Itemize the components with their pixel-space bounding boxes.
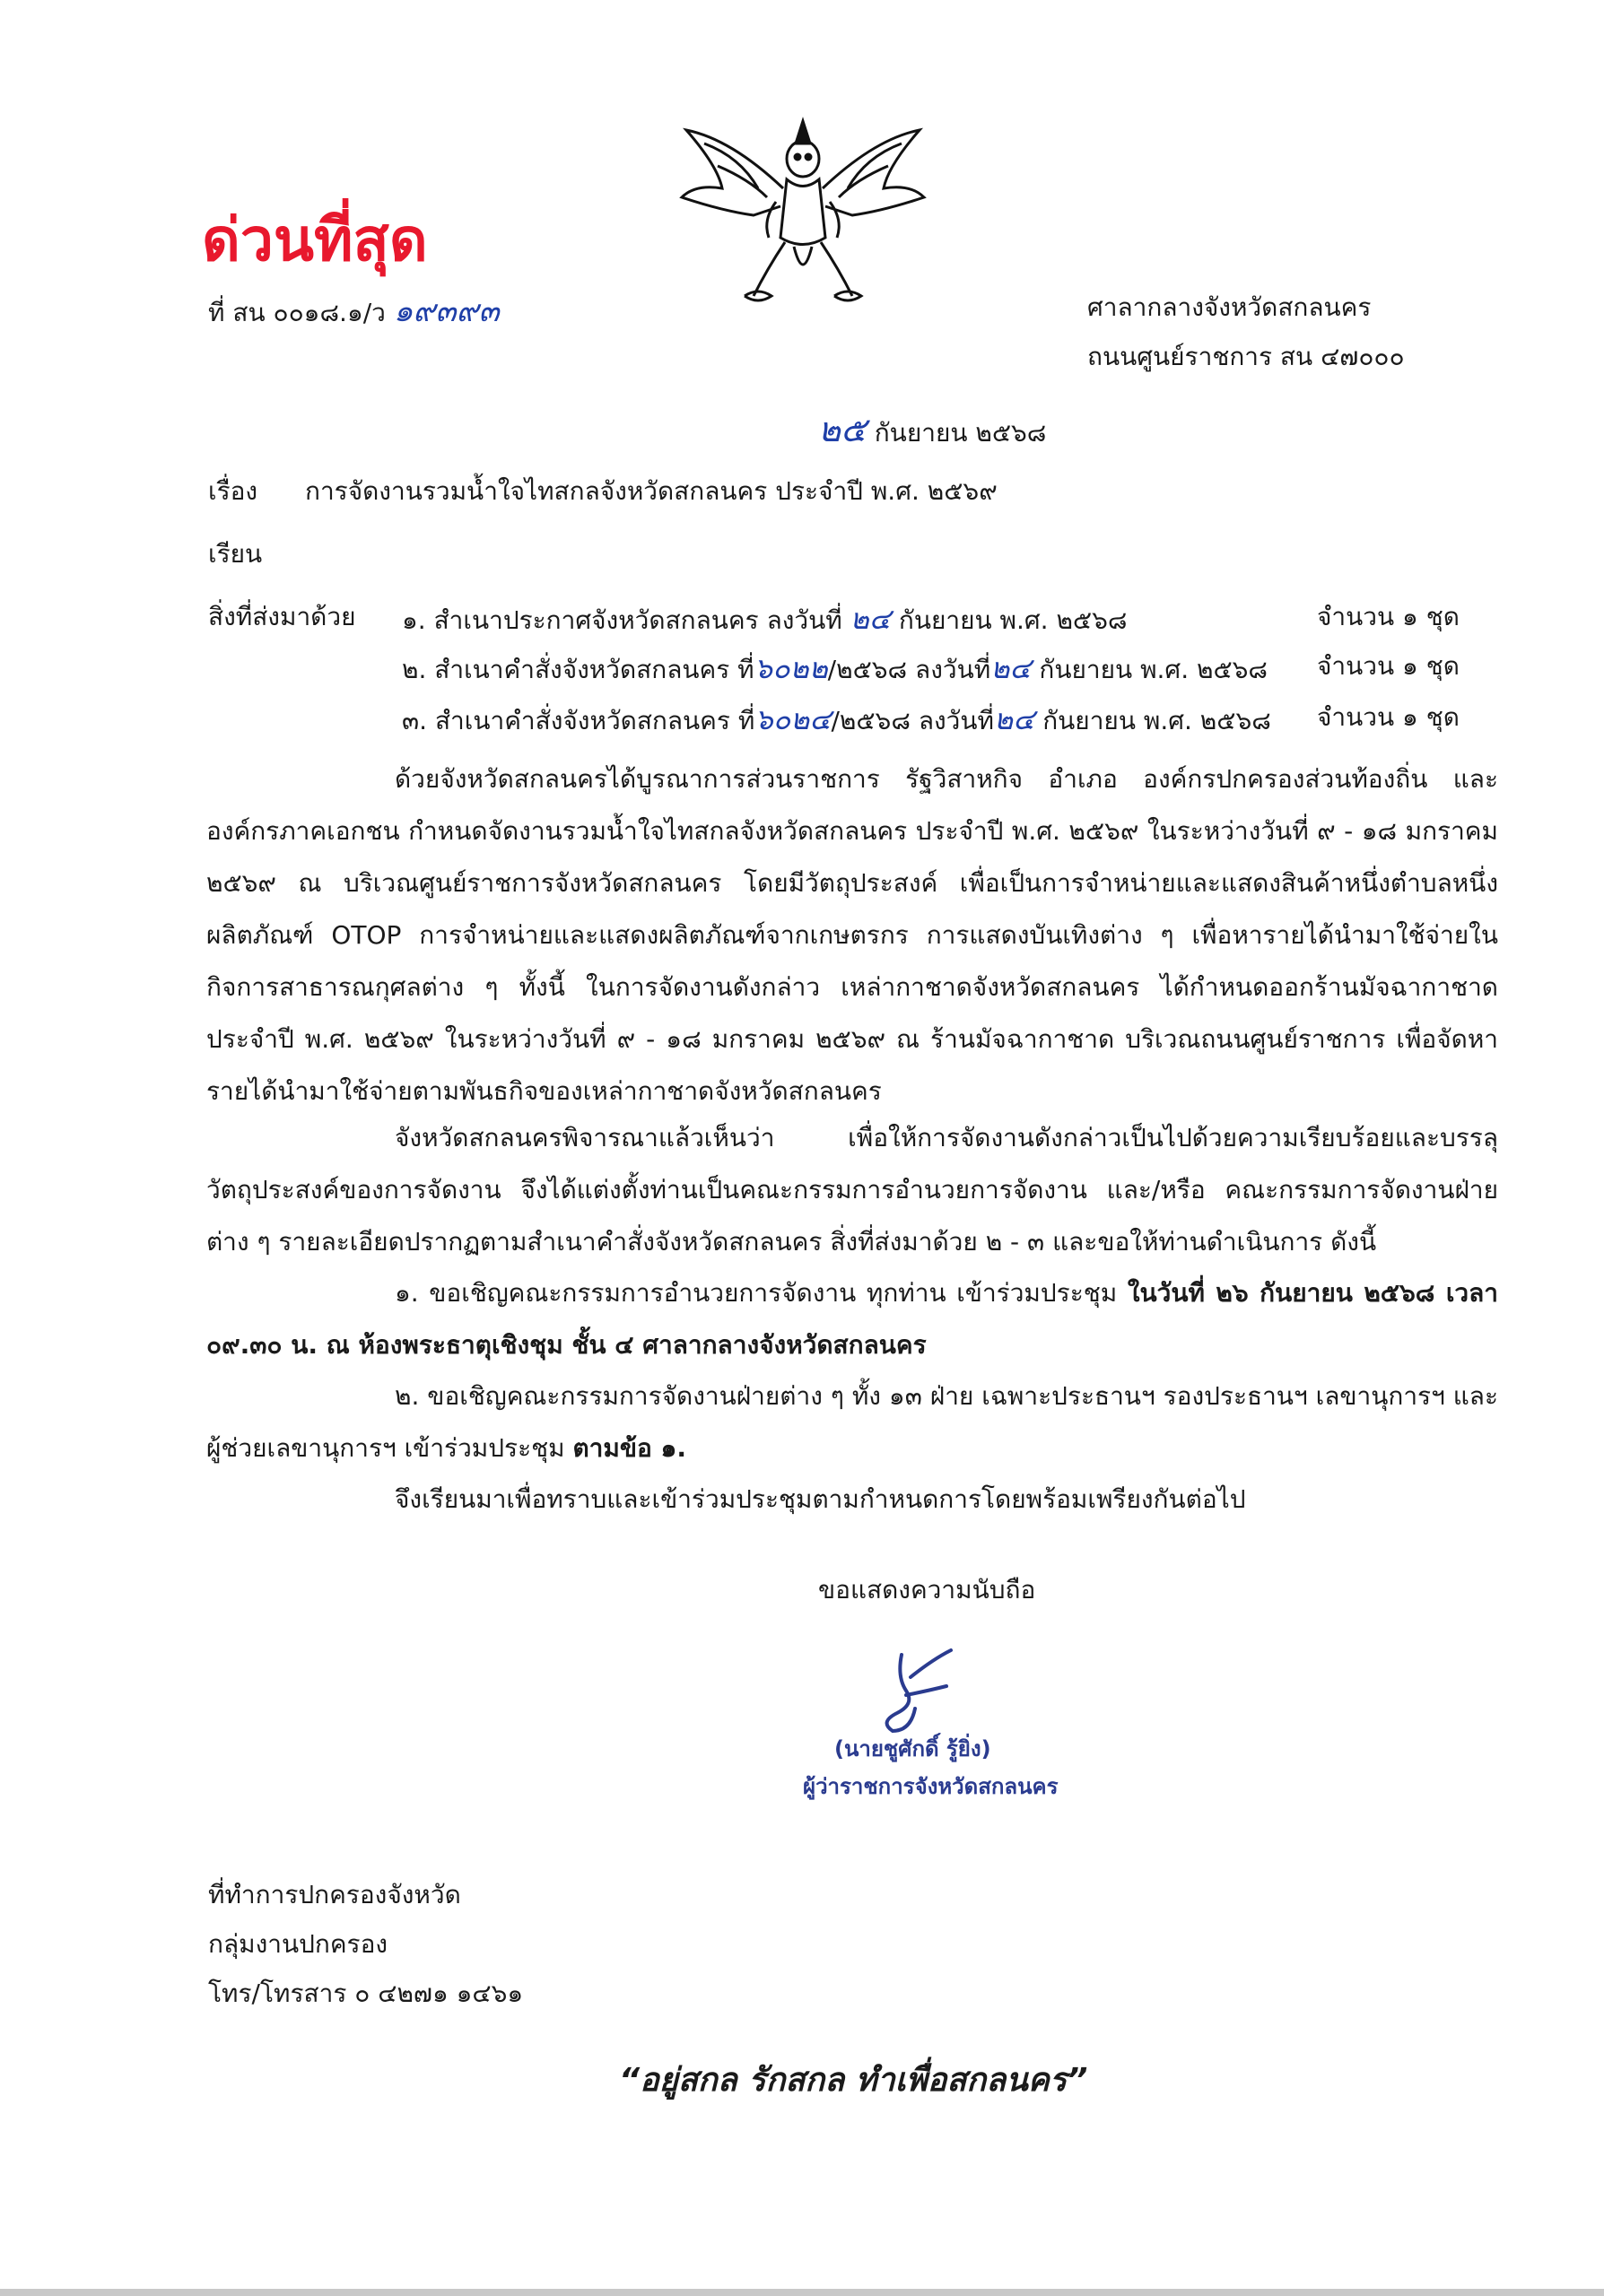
garuda-emblem-icon	[668, 103, 937, 318]
signatory-name: (นายชูศักดิ์ รู้ยิ่ง)	[834, 1736, 991, 1761]
signatory-position: ผู้ว่าราชการจังหวัดสกลนคร	[803, 1774, 1059, 1799]
enclosure-text: ๒. สำเนาคำสั่งจังหวัดสกลนคร ที่	[402, 655, 754, 684]
reference-handwritten-number: ๑๙๓๙๓	[393, 293, 500, 329]
enclosure-handwritten-day: ๒๔	[993, 702, 1035, 736]
reference-number	[208, 291, 500, 331]
sender-address-line2: ถนนศูนย์ราชการ สน ๔๗๐๐๐	[1087, 342, 1405, 371]
document-date	[818, 408, 1046, 452]
action-item-2	[206, 1370, 1498, 1474]
enclosure-item	[402, 601, 1127, 639]
subject-label: เรื่อง	[208, 476, 258, 506]
enclosure-handwritten-day: ๒๔	[850, 602, 891, 636]
date-month-year: กันยายน ๒๕๖๘	[874, 418, 1047, 448]
salutation-label: เรียน	[208, 539, 263, 569]
enclosure-handwritten-number: ๖๐๒๒	[754, 651, 828, 685]
enclosure-quantity: จำนวน ๑ ชุด	[1317, 702, 1460, 732]
enclosure-text-mid: /๒๕๖๘ ลงวันที่	[827, 655, 991, 684]
enclosure-text: ๑. สำเนาประกาศจังหวัดสกลนคร ลงวันที่	[402, 605, 842, 635]
action-item-1-meeting-details: ในวันที่ ๒๖ กันยายน ๒๕๖๘ เวลา ๐๙.๓๐ น. ณ ห้องพระธาตุเชิงชุม ชั้น ๔ ศาลากลางจังหวัดสกลนคร	[206, 1278, 1499, 1360]
office-line1: ที่ทำการปกครองจังหวัด	[208, 1880, 461, 1909]
date-day-handwritten: ๒๕	[818, 410, 867, 449]
provincial-motto: “อยู่สกล รักสกล ทำเพื่อสกลนคร”	[619, 2062, 1088, 2099]
enclosure-item	[402, 701, 1271, 739]
enclosure-quantity: จำนวน ๑ ชุด	[1317, 602, 1460, 631]
regards-text: ขอแสดงความนับถือ	[818, 1575, 1036, 1605]
urgency-stamp: ด่วนที่สุด	[202, 205, 428, 274]
enclosure-date-text: กันยายน พ.ศ. ๒๕๖๘	[1039, 655, 1268, 684]
signature-scribble-icon	[861, 1641, 969, 1740]
action-item-1-text: ๑. ขอเชิญคณะกรรมการอำนวยการจัดงาน ทุกท่าน เข้าร่วมประชุม	[395, 1278, 1118, 1308]
action-item-1	[206, 1267, 1498, 1371]
action-item-2-text: ๒. ขอเชิญคณะกรรมการจัดงานฝ่ายต่าง ๆ ทั้ง ๑๓ ฝ่าย เฉพาะประธานฯ รองประธานฯ เลขานุการฯ และผู้ช่วยเลขานุการฯ เข้าร่วมประชุม	[206, 1381, 1498, 1463]
closing-sentence: จึงเรียนมาเพื่อทราบและเข้าร่วมประชุมตามกำหนดการโดยพร้อมเพรียงกันต่อไป	[395, 1484, 1246, 1514]
enclosure-handwritten-number: ๖๐๒๔	[754, 702, 832, 736]
body-paragraph-1: ด้วยจังหวัดสกลนครได้บูรณาการส่วนราชการ รัฐวิสาหกิจ อำเภอ องค์กรปกครองส่วนท้องถิ่น และองค์กรภาคเอกชน กำหนดจัดงานรวมน้ำใจไทสกลจังหวัดสกลนคร ประจำปี พ.ศ. ๒๕๖๙ ในระหว่างวันที่ ๙ - ๑๘ มกราคม ๒๕๖๙ ณ บริเวณศูนย์ราชการจังหวัดสกลนคร โดยมีวัตถุประสงค์ เพื่อเป็นการจำหน่ายและแสดงสินค้าหนึ่งตำบลหนึ่งผลิตภัณฑ์ OTOP การจำหน่ายและแสดงผลิตภัณฑ์จากเกษตรกร การแสดงบันเทิงต่าง ๆ เพื่อหารายได้นำมาใช้จ่ายในกิจการสาธารณกุศลต่าง ๆ ทั้งนี้ ในการจัดงานดังกล่าว เหล่ากาชาดจังหวัดสกลนคร ได้กำหนดออกร้านมัจฉากาชาด ประจำปี พ.ศ. ๒๕๖๙ ในระหว่างวันที่ ๙ - ๑๘ มกราคม ๒๕๖๙ ณ ร้านมัจฉากาชาด บริเวณถนนศูนย์ราชการ เพื่อจัดหารายได้นำมาใช้จ่ายตามพันธกิจของเหล่ากาชาดจังหวัดสกลนคร	[206, 764, 1498, 1106]
enclosure-handwritten-day: ๒๔	[990, 651, 1032, 685]
enclosure-date-text: กันยายน พ.ศ. ๒๕๖๘	[898, 605, 1128, 635]
office-phone: โทร/โทรสาร ๐ ๔๒๗๑ ๑๔๖๑	[208, 1979, 524, 2008]
enclosure-date-text: กันยายน พ.ศ. ๒๕๖๘	[1042, 706, 1271, 735]
page-bottom-edge	[0, 2289, 1604, 2296]
sender-address-line1: ศาลากลางจังหวัดสกลนคร	[1087, 292, 1372, 322]
enclosure-quantity: จำนวน ๑ ชุด	[1317, 651, 1460, 681]
action-item-2-reference: ตามข้อ ๑.	[572, 1433, 686, 1463]
enclosure-text-mid: /๒๕๖๘ ลงวันที่	[831, 706, 994, 735]
body-paragraph-2: จังหวัดสกลนครพิจารณาแล้วเห็นว่า เพื่อให้การจัดงานดังกล่าวเป็นไปด้วยความเรียบร้อยและบรรลุวัตถุประสงค์ของการจัดงาน จึงได้แต่งตั้งท่านเป็นคณะกรรมการอำนวยการจัดงาน และ/หรือ คณะกรรมการจัดงานฝ่ายต่าง ๆ รายละเอียดปรากฏตามสำเนาคำสั่งจังหวัดสกลนคร สิ่งที่ส่งมาด้วย ๒ - ๓ และขอให้ท่านดำเนินการ ดังนี้	[206, 1123, 1498, 1257]
enclosure-text: ๓. สำเนาคำสั่งจังหวัดสกลนคร ที่	[402, 706, 755, 735]
enclosure-item	[402, 650, 1268, 688]
subject-text: การจัดงานรวมน้ำใจไทสกลจังหวัดสกลนคร ประจำปี พ.ศ. ๒๕๖๙	[305, 476, 998, 506]
enclosures-label: สิ่งที่ส่งมาด้วย	[208, 602, 356, 631]
reference-prefix: ที่ สน ๐๐๑๘.๑/ว	[208, 298, 386, 327]
office-line2: กลุ่มงานปกครอง	[208, 1929, 388, 1959]
